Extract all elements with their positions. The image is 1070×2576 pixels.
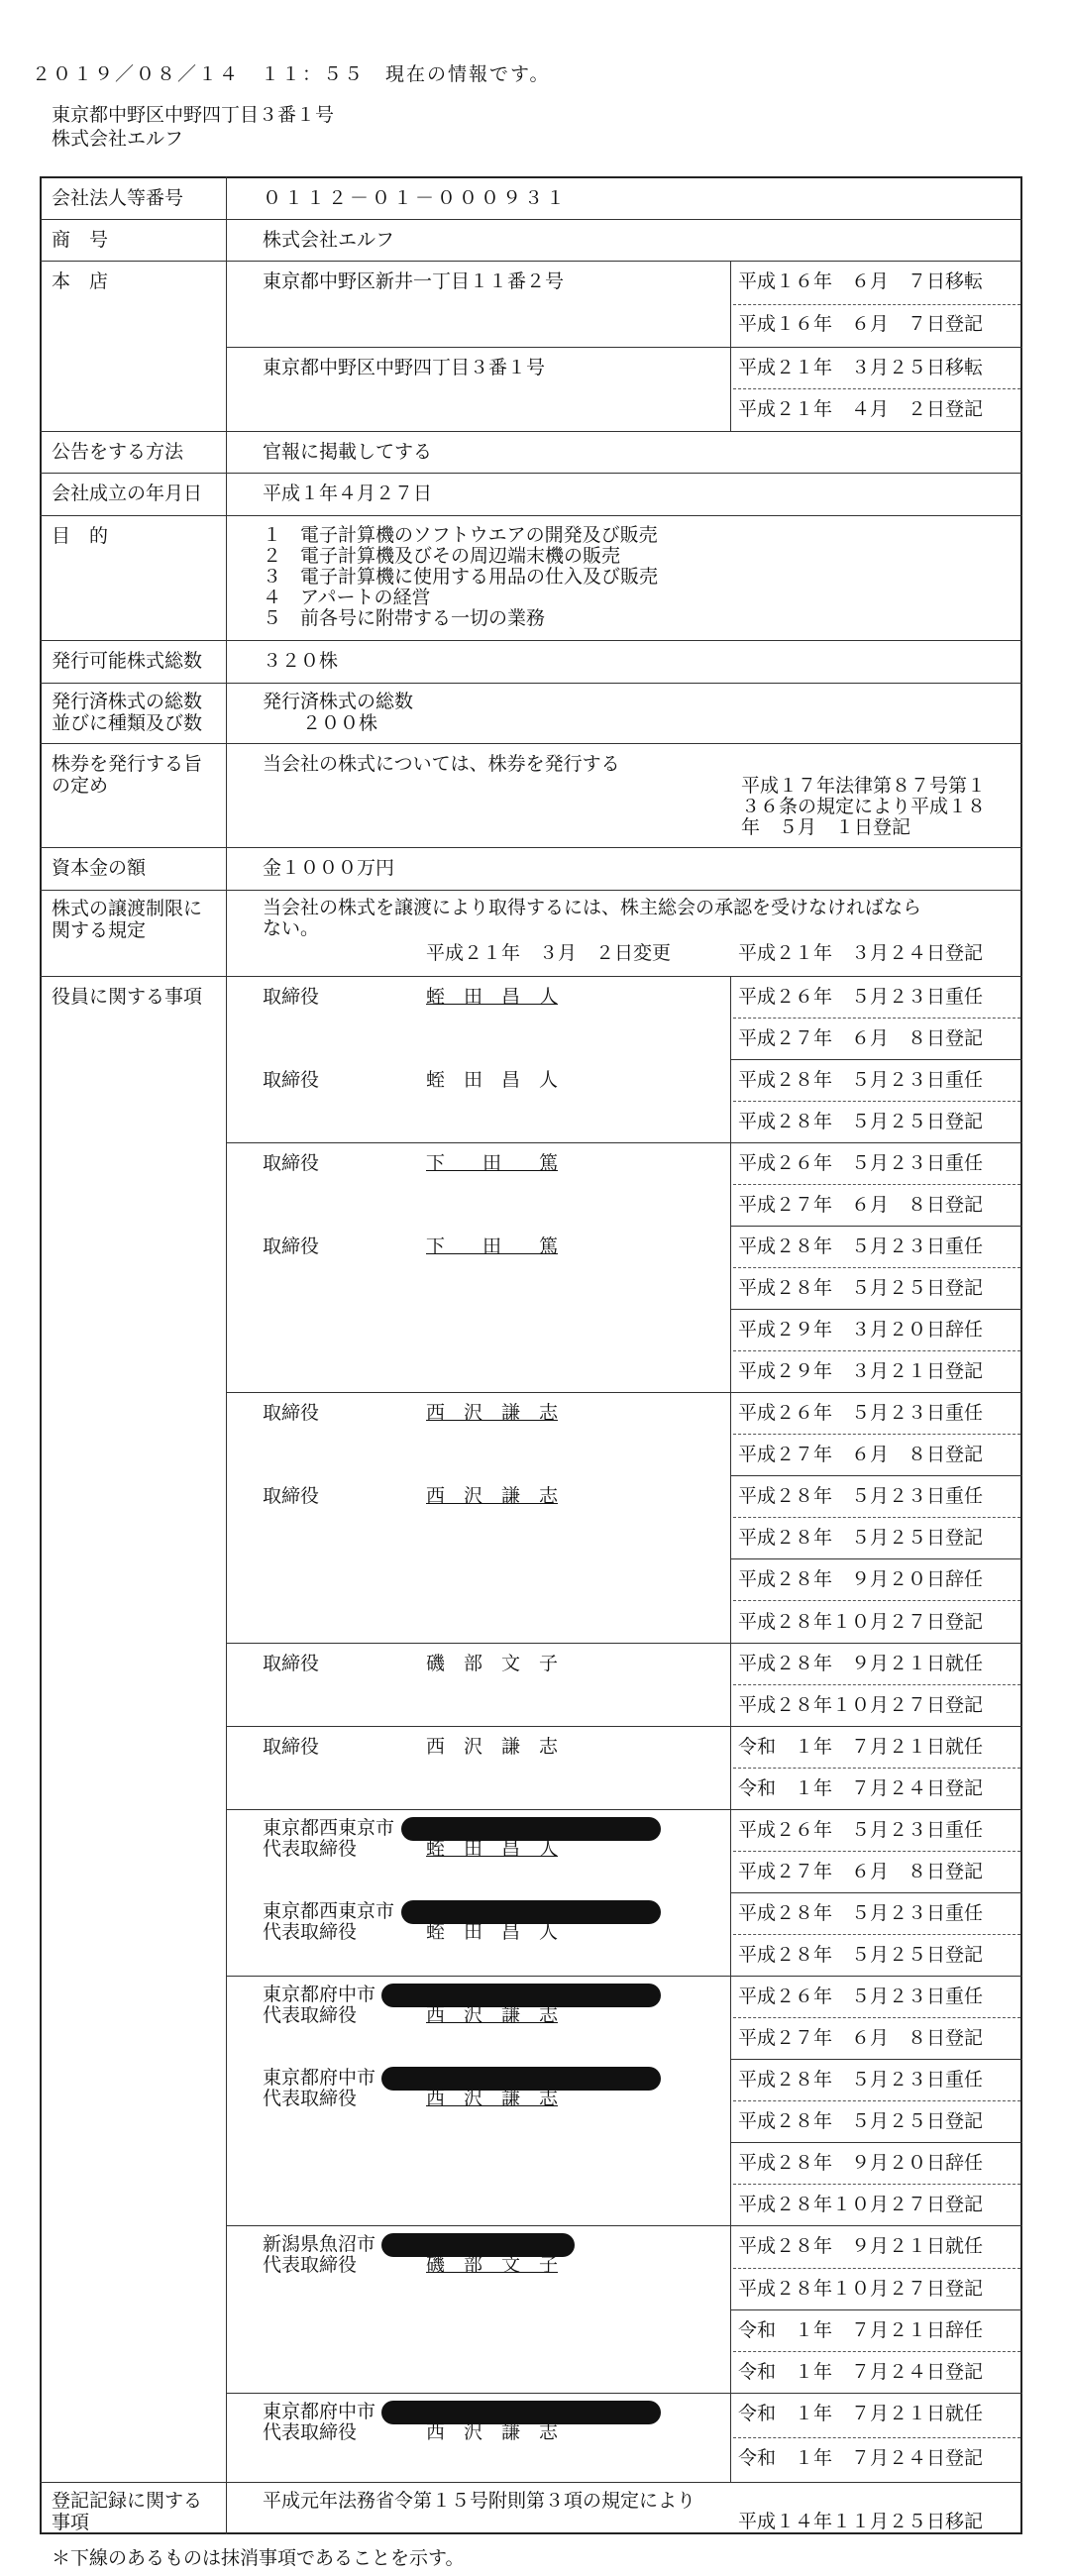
officer-reg: 平成２８年 ５月２３日重任 xyxy=(738,1069,984,1091)
reg-dashed-divider xyxy=(733,1350,1020,1351)
officer-reg: 平成２８年 ９月２０日辞任 xyxy=(738,1568,984,1590)
reg-divider xyxy=(730,1892,1022,1893)
rep-title: 代表取締役 xyxy=(263,2088,358,2109)
rep-name: 西 沢 謙 志 xyxy=(426,2004,559,2026)
officer-name: 下 田 篤 xyxy=(426,1235,559,1257)
reg-dashed-divider xyxy=(733,1267,1020,1268)
purpose-item: １ 電子計算機のソフトウエアの開発及び販売 xyxy=(263,524,658,546)
officer-title: 取締役 xyxy=(263,1152,320,1174)
timestamp: ２０１９／０８／１４ １１：５５ 現在の情報です。 xyxy=(32,63,551,85)
officer-title: 取締役 xyxy=(263,1402,320,1424)
row-divider xyxy=(226,1392,1022,1393)
officer-reg: 平成２８年 ５月２３日重任 xyxy=(738,1902,984,1924)
reg-dashed-divider xyxy=(733,388,1020,389)
officer-reg: 平成２９年 ３月２０日辞任 xyxy=(738,1319,984,1341)
header-address: 東京都中野区中野四丁目３番１号 xyxy=(52,104,335,126)
officer-name: 磯 部 文 子 xyxy=(426,1653,559,1674)
record-value: 平成元年法務省令第１５号附則第３項の規定により xyxy=(263,2490,696,2512)
row-divider xyxy=(40,640,1022,641)
reg-dashed-divider xyxy=(733,2184,1020,2185)
label-officers: 役員に関する事項 xyxy=(52,986,203,1008)
row-divider xyxy=(40,515,1022,516)
head-office-reg-1a: 平成１６年 ６月 ７日移転 xyxy=(738,270,984,292)
authorized-shares-value: ３２０株 xyxy=(263,650,339,672)
officer-reg: 平成２８年 ５月２３日重任 xyxy=(738,1485,984,1507)
officer-reg: 令和 １年 ７月２４日登記 xyxy=(738,2361,984,2383)
officer-reg: 平成２８年 ５月２５日登記 xyxy=(738,1527,984,1549)
reg-divider xyxy=(730,2309,1022,2310)
row-divider xyxy=(40,743,1022,744)
officer-reg: 平成２８年 ９月２０日辞任 xyxy=(738,2152,984,2174)
row-divider xyxy=(40,976,1022,977)
officer-reg: 平成２７年 ６月 ８日登記 xyxy=(738,2027,984,2049)
reg-dashed-divider xyxy=(733,1101,1020,1102)
reg-column-divider xyxy=(730,261,731,431)
officer-title: 取締役 xyxy=(263,1653,320,1674)
reg-dashed-divider xyxy=(733,1517,1020,1518)
label-record: 登記記録に関する 事項 xyxy=(52,2490,203,2533)
transfer-changed: 平成２１年 ３月 ２日変更 xyxy=(426,942,672,964)
officer-reg: 平成２９年 ３月２１日登記 xyxy=(738,1360,984,1382)
officer-reg: 平成２６年 ５月２３日重任 xyxy=(738,1402,984,1424)
reg-dashed-divider xyxy=(733,1018,1020,1019)
row-divider xyxy=(226,1643,1022,1644)
row-divider xyxy=(226,347,1022,348)
established-value: 平成１年４月２７日 xyxy=(263,483,433,504)
rep-city: 東京都西東京市 xyxy=(263,1900,395,1922)
officer-reg: 平成２８年 ５月２３日重任 xyxy=(738,1235,984,1257)
officer-reg: 平成２８年 ５月２５日登記 xyxy=(738,2110,984,2132)
officer-reg: 平成２８年 ５月２５日登記 xyxy=(738,1111,984,1132)
reg-divider xyxy=(730,1226,1022,1227)
label-corp-number: 会社法人等番号 xyxy=(52,187,184,209)
reg-dashed-divider xyxy=(733,1851,1020,1852)
label-notice-method: 公告をする方法 xyxy=(52,441,184,463)
reg-dashed-divider xyxy=(733,1434,1020,1435)
reg-dashed-divider xyxy=(733,2017,1020,2018)
reg-dashed-divider xyxy=(733,1768,1020,1769)
officer-reg: 平成２６年 ５月２３日重任 xyxy=(738,1819,984,1841)
label-transfer: 株式の譲渡制限に 関する規定 xyxy=(52,898,203,941)
header-address-block xyxy=(52,103,334,151)
reg-divider xyxy=(730,1475,1022,1476)
officer-reg: 平成２８年１０月２７日登記 xyxy=(738,1694,984,1716)
reg-dashed-divider xyxy=(733,1934,1020,1935)
transfer-value: 当会社の株式を譲渡により取得するには、株主総会の承認を受けなければなら ない。 xyxy=(263,897,922,939)
officer-reg: 平成２８年１０月２７日登記 xyxy=(738,2278,984,2300)
row-divider xyxy=(40,261,1022,262)
row-divider xyxy=(40,847,1022,848)
row-divider xyxy=(40,890,1022,891)
rep-name: 西 沢 謙 志 xyxy=(426,2088,559,2109)
purpose-item: ４ アパートの経営 xyxy=(263,587,431,608)
issued-shares-line1: 発行済株式の総数 xyxy=(263,691,414,712)
officer-name: 西 沢 謙 志 xyxy=(426,1736,559,1758)
rep-city: 東京都府中市 xyxy=(263,2401,376,2422)
label-trade-name: 商 号 xyxy=(52,229,109,251)
officer-reg: 平成２７年 ６月 ８日登記 xyxy=(738,1194,984,1216)
officer-reg: 令和 １年 ７月２１日辞任 xyxy=(738,2319,984,2341)
record-reg: 平成１４年１１月２５日移記 xyxy=(738,2511,984,2532)
rep-name: 磯 部 文 子 xyxy=(426,2254,559,2276)
officer-name: 蛭 田 昌 人 xyxy=(426,1069,559,1091)
purpose-item: ３ 電子計算機に使用する用品の仕入及び販売 xyxy=(263,566,659,588)
row-divider xyxy=(226,2225,1022,2226)
officer-reg: 令和 １年 ７月２４日登記 xyxy=(738,2447,984,2469)
officer-title: 取締役 xyxy=(263,1069,320,1091)
officer-reg: 平成２８年 ９月２１日就任 xyxy=(738,2235,984,2257)
officer-reg: 平成２８年１０月２７日登記 xyxy=(738,1611,984,1633)
row-divider xyxy=(40,473,1022,474)
officer-reg: 令和 １年 ７月２１日就任 xyxy=(738,2403,984,2424)
label-head-office: 本 店 xyxy=(52,270,109,292)
officer-title: 取締役 xyxy=(263,1235,320,1257)
officer-title: 取締役 xyxy=(263,986,320,1008)
officer-reg: 令和 １年 ７月２１日就任 xyxy=(738,1736,984,1758)
rep-name: 蛭 田 昌 人 xyxy=(426,1838,559,1860)
rep-city: 東京都西東京市 xyxy=(263,1817,395,1839)
officer-reg: 平成２６年 ５月２３日重任 xyxy=(738,1152,984,1174)
officer-reg: 平成２６年 ５月２３日重任 xyxy=(738,986,984,1008)
officer-reg: 平成２８年 ５月２５日登記 xyxy=(738,1277,984,1299)
reg-divider xyxy=(730,1558,1022,1559)
officer-reg: 平成２８年１０月２７日登記 xyxy=(738,2194,984,2215)
officer-name: 西 沢 謙 志 xyxy=(426,1402,559,1424)
officer-reg: 平成２６年 ５月２３日重任 xyxy=(738,1986,984,2007)
trade-name-value: 株式会社エルフ xyxy=(263,229,395,251)
label-column-divider xyxy=(226,176,227,2534)
row-divider xyxy=(40,2482,1022,2483)
rep-name: 西 沢 謙 志 xyxy=(426,2421,559,2443)
reg-divider xyxy=(730,1059,1022,1060)
row-divider xyxy=(226,1142,1022,1143)
label-established: 会社成立の年月日 xyxy=(52,483,203,504)
head-office-reg-2a: 平成２１年 ３月２５日移転 xyxy=(738,357,984,378)
purpose-item: ５ 前各号に附帯する一切の業務 xyxy=(263,607,546,629)
officer-reg: 平成２７年 ６月 ８日登記 xyxy=(738,1861,984,1882)
notice-method-value: 官報に掲載してする xyxy=(263,441,433,463)
label-authorized-shares: 発行可能株式総数 xyxy=(52,650,203,672)
officer-name: 蛭 田 昌 人 xyxy=(426,986,559,1008)
officer-name: 西 沢 謙 志 xyxy=(426,1485,559,1507)
footer-note: ＊下線のあるものは抹消事項であることを示す。 xyxy=(52,2547,465,2569)
header-company: 株式会社エルフ xyxy=(52,128,184,150)
share-cert-note: 平成１７年法律第８７号第１ ３６条の規定により平成１８ 年 ５月 １日登記 xyxy=(741,775,987,838)
officer-title: 取締役 xyxy=(263,1485,320,1507)
head-office-reg-2b: 平成２１年 ４月 ２日登記 xyxy=(738,398,984,420)
capital-value: 金１０００万円 xyxy=(263,857,395,879)
reg-dashed-divider xyxy=(733,2437,1020,2438)
row-divider xyxy=(40,683,1022,684)
reg-dashed-divider xyxy=(733,1184,1020,1185)
reg-divider xyxy=(730,2142,1022,2143)
officer-reg: 平成２７年 ６月 ８日登記 xyxy=(738,1444,984,1465)
label-share-cert: 株券を発行する旨 の定め xyxy=(52,753,203,797)
reg-dashed-divider xyxy=(733,2351,1020,2352)
label-purpose: 目 的 xyxy=(52,525,109,547)
rep-city: 東京都府中市 xyxy=(263,2067,376,2089)
officer-reg: 平成２８年 ５月２３日重任 xyxy=(738,2069,984,2091)
row-divider xyxy=(40,219,1022,220)
rep-city: 東京都府中市 xyxy=(263,1984,376,2005)
rep-title: 代表取締役 xyxy=(263,2004,358,2026)
issued-shares-line2: ２００株 xyxy=(302,712,378,734)
corp-number-value: ０１１２－０１－０００９３１ xyxy=(263,187,569,209)
rep-title: 代表取締役 xyxy=(263,1921,358,1943)
officer-reg: 令和 １年 ７月２４日登記 xyxy=(738,1777,984,1799)
purpose-item: ２ 電子計算機及びその周辺端末機の販売 xyxy=(263,545,621,567)
row-divider xyxy=(226,1809,1022,1810)
rep-title: 代表取締役 xyxy=(263,2254,358,2276)
reg-dashed-divider xyxy=(733,1684,1020,1685)
reg-column-divider xyxy=(730,976,731,2482)
reg-dashed-divider xyxy=(733,304,1020,305)
transfer-registered: 平成２１年 ３月２４日登記 xyxy=(738,942,984,964)
rep-title: 代表取締役 xyxy=(263,1838,358,1860)
label-issued-shares: 発行済株式の総数 並びに種類及び数 xyxy=(52,691,203,734)
head-office-address-2: 東京都中野区中野四丁目３番１号 xyxy=(263,357,546,378)
reg-dashed-divider xyxy=(733,2268,1020,2269)
rep-title: 代表取締役 xyxy=(263,2421,358,2443)
row-divider xyxy=(226,1976,1022,1977)
reg-divider xyxy=(730,2059,1022,2060)
officer-title: 取締役 xyxy=(263,1736,320,1758)
purpose-list xyxy=(263,525,658,629)
head-office-address-1: 東京都中野区新井一丁目１１番２号 xyxy=(263,270,565,292)
reg-divider xyxy=(730,1309,1022,1310)
reg-dashed-divider xyxy=(733,2100,1020,2101)
row-divider xyxy=(226,2393,1022,2394)
officer-reg: 平成２７年 ６月 ８日登記 xyxy=(738,1027,984,1049)
row-divider xyxy=(40,431,1022,432)
reg-dashed-divider xyxy=(733,1600,1020,1601)
label-capital: 資本金の額 xyxy=(52,857,147,879)
officer-name: 下 田 篤 xyxy=(426,1152,559,1174)
head-office-reg-1b: 平成１６年 ６月 ７日登記 xyxy=(738,313,984,335)
rep-city: 新潟県魚沼市 xyxy=(263,2233,376,2255)
row-divider xyxy=(226,1726,1022,1727)
share-cert-value: 当会社の株式については、株券を発行する xyxy=(263,753,620,775)
rep-name: 蛭 田 昌 人 xyxy=(426,1921,559,1943)
officer-reg: 平成２８年 ９月２１日就任 xyxy=(738,1653,984,1674)
officer-reg: 平成２８年 ５月２５日登記 xyxy=(738,1944,984,1966)
